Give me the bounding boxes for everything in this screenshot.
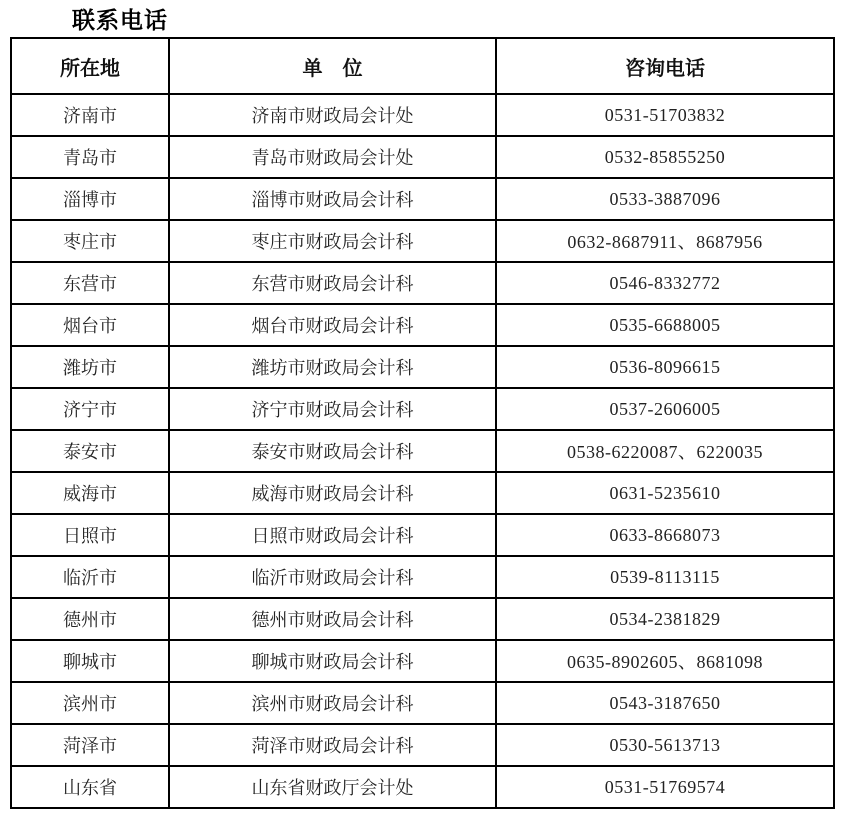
table-row: [11, 388, 834, 430]
unit-cell: 济南市财政局会计处: [169, 94, 496, 136]
location-cell: 潍坊市: [11, 346, 169, 388]
table-row: [11, 136, 834, 178]
location-cell: 济宁市: [11, 388, 169, 430]
contact-phone-table: [10, 37, 835, 809]
table-row: [11, 178, 834, 220]
unit-cell: 威海市财政局会计科: [169, 472, 496, 514]
unit-cell: 泰安市财政局会计科: [169, 430, 496, 472]
location-cell: 枣庄市: [11, 220, 169, 262]
header-unit: 单 位: [169, 38, 496, 94]
phone-cell: 0534-2381829: [496, 598, 834, 640]
location-cell: 东营市: [11, 262, 169, 304]
phone-cell: 0631-5235610: [496, 472, 834, 514]
unit-cell: 枣庄市财政局会计科: [169, 220, 496, 262]
unit-cell: 滨州市财政局会计科: [169, 682, 496, 724]
header-phone: 咨询电话: [496, 38, 834, 94]
phone-cell: 0543-3187650: [496, 682, 834, 724]
unit-cell: 潍坊市财政局会计科: [169, 346, 496, 388]
phone-cell: 0536-8096615: [496, 346, 834, 388]
page-title: 联系电话: [72, 7, 168, 33]
table-row: [11, 682, 834, 724]
location-cell: 淄博市: [11, 178, 169, 220]
unit-cell: 菏泽市财政局会计科: [169, 724, 496, 766]
location-cell: 青岛市: [11, 136, 169, 178]
phone-cell: 0539-8113115: [496, 556, 834, 598]
phone-cell: 0533-3887096: [496, 178, 834, 220]
table-row: [11, 556, 834, 598]
phone-cell: 0532-85855250: [496, 136, 834, 178]
header-row: [11, 38, 834, 94]
location-cell: 威海市: [11, 472, 169, 514]
table-row: [11, 346, 834, 388]
table-row: [11, 766, 834, 808]
unit-cell: 东营市财政局会计科: [169, 262, 496, 304]
unit-cell: 临沂市财政局会计科: [169, 556, 496, 598]
table-row: [11, 598, 834, 640]
unit-cell: 德州市财政局会计科: [169, 598, 496, 640]
table-row: [11, 640, 834, 682]
phone-cell: 0535-6688005: [496, 304, 834, 346]
location-cell: 德州市: [11, 598, 169, 640]
location-cell: 烟台市: [11, 304, 169, 346]
unit-cell: 青岛市财政局会计处: [169, 136, 496, 178]
table-body: [11, 94, 834, 808]
phone-cell: 0530-5613713: [496, 724, 834, 766]
phone-cell: 0531-51703832: [496, 94, 834, 136]
unit-cell: 淄博市财政局会计科: [169, 178, 496, 220]
phone-cell: 0632-8687911、8687956: [496, 220, 834, 262]
unit-cell: 聊城市财政局会计科: [169, 640, 496, 682]
phone-cell: 0546-8332772: [496, 262, 834, 304]
table-row: [11, 304, 834, 346]
table-header: [11, 38, 834, 94]
unit-cell: 济宁市财政局会计科: [169, 388, 496, 430]
table-row: [11, 514, 834, 556]
unit-cell: 山东省财政厅会计处: [169, 766, 496, 808]
phone-cell: 0633-8668073: [496, 514, 834, 556]
phone-cell: 0635-8902605、8681098: [496, 640, 834, 682]
unit-cell: 日照市财政局会计科: [169, 514, 496, 556]
header-location: 所在地: [11, 38, 169, 94]
phone-cell: 0537-2606005: [496, 388, 834, 430]
table-row: [11, 724, 834, 766]
phone-cell: 0538-6220087、6220035: [496, 430, 834, 472]
table-row: [11, 430, 834, 472]
table-row: [11, 220, 834, 262]
location-cell: 山东省: [11, 766, 169, 808]
table-row: [11, 262, 834, 304]
table-row: [11, 94, 834, 136]
location-cell: 日照市: [11, 514, 169, 556]
location-cell: 聊城市: [11, 640, 169, 682]
unit-cell: 烟台市财政局会计科: [169, 304, 496, 346]
location-cell: 菏泽市: [11, 724, 169, 766]
location-cell: 济南市: [11, 94, 169, 136]
phone-cell: 0531-51769574: [496, 766, 834, 808]
location-cell: 临沂市: [11, 556, 169, 598]
table-row: [11, 472, 834, 514]
location-cell: 滨州市: [11, 682, 169, 724]
location-cell: 泰安市: [11, 430, 169, 472]
